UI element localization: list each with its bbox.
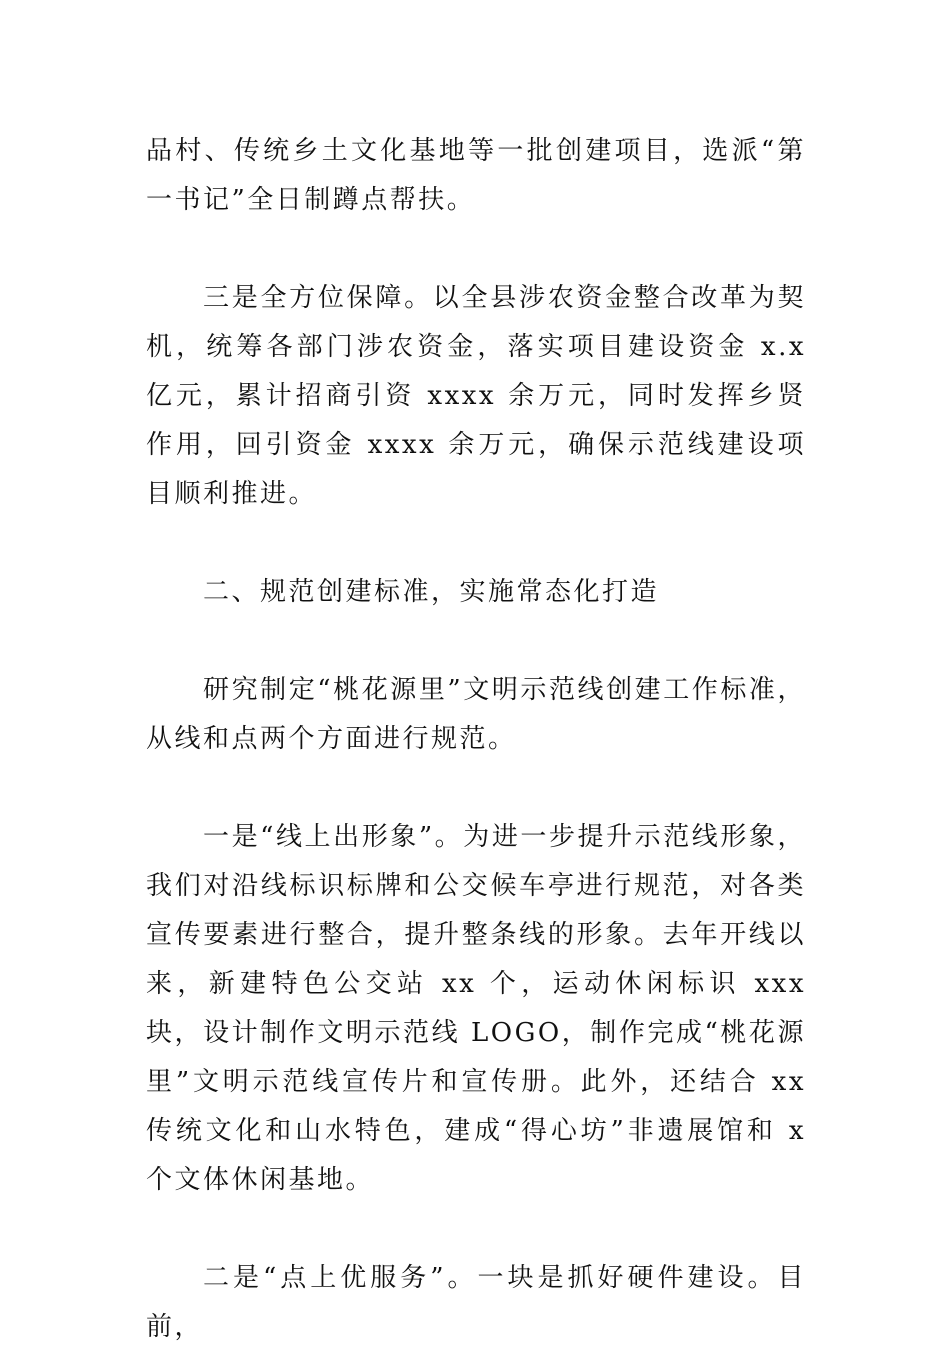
paragraph-funding-guarantee: 三是全方位保障。以全县涉农资金整合改革为契机，统筹各部门涉农资金，落实项目建设资金 x.x 亿元，累计招商引资 xxxx 余万元，同时发挥乡贤作用，回引资金 xxxx 余万元，确保示范线建设项目顺利推进。 [146,283,806,509]
paragraph-continuation: 品村、传统乡土文化基地等一批创建项目，选派“第一书记”全日制蹲点帮扶。 [146,136,806,215]
section-heading: 二、规范创建标准，实施常态化打造 [203,577,660,607]
document-body [146,127,806,1352]
paragraph-point-service: 二是“点上优服务”。一块是抓好硬件建设。目前， [146,1263,806,1342]
paragraph-line-image: 一是“线上出形象”。为进一步提升示范线形象，我们对沿线标识标牌和公交候车亭进行规范，对各类宣传要素进行整合，提升整条线的形象。去年开线以来，新建特色公交站 xx 个，运动休闲标识 xxx 块，设计制作文明示范线 LOGO，制作完成“桃花源里”文明示范线宣传片和宣传册。此外，还结合 xx 传统文化和山水特色，建成“得心坊”非遗展馆和 x 个文体休闲基地。 [146,822,806,1195]
paragraph-standards-intro: 研究制定“桃花源里”文明示范线创建工作标准，从线和点两个方面进行规范。 [146,675,806,754]
